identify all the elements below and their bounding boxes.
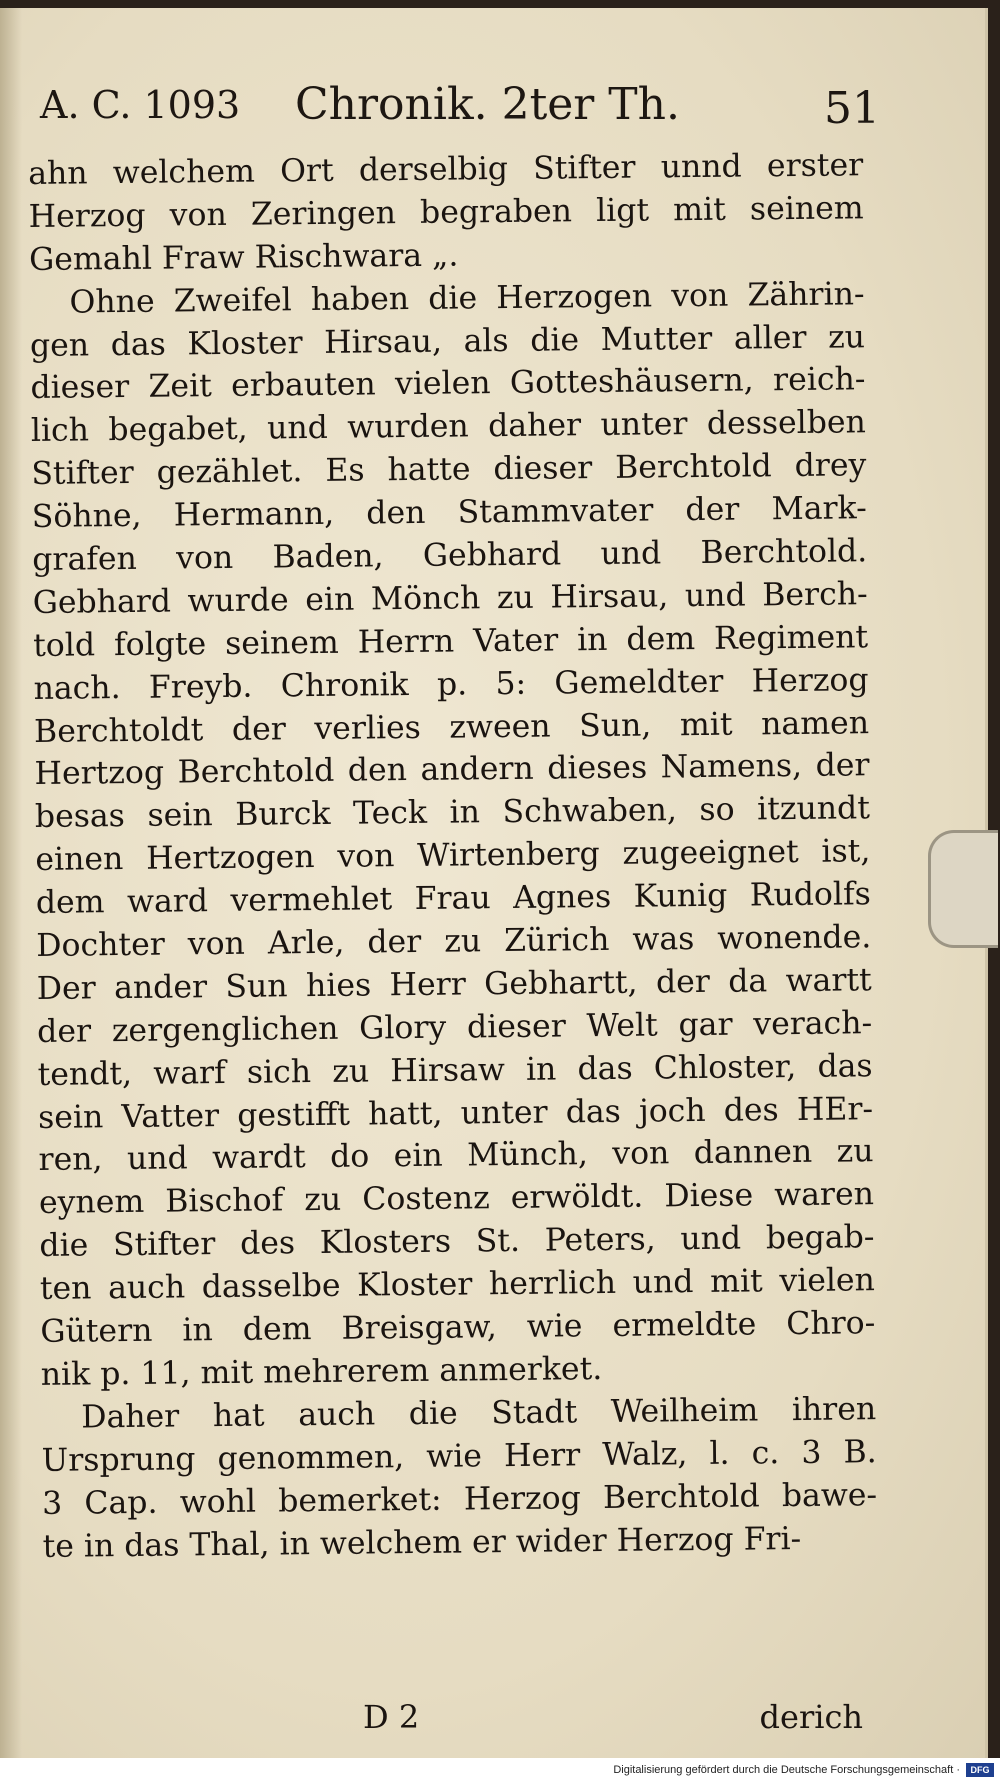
text-line: besas sein Burck Teck in Schwaben, so itzundt <box>34 790 871 836</box>
text-line: ren, und wardt do ein Münch, von dannen zu <box>38 1133 874 1179</box>
text-line: Stifter gezählet. Es hatte dieser Berchtold drey <box>31 447 867 493</box>
book-page <box>0 8 988 1758</box>
text-line: der zergenglichen Glory dieser Welt gar verach- <box>37 1005 873 1050</box>
text-line: eynem Bischof zu Costenz erwöldt. Diese waren <box>38 1176 875 1222</box>
text-line: Hertzog Berchtold den andern dieses Namens, der <box>34 747 870 793</box>
text-line: Berchtoldt der verlies zween Sun, mit namen <box>33 704 870 750</box>
text-line: nach. Freyb. Chronik p. 5: Gemeldter Herzog <box>33 661 869 707</box>
text-line: einen Hertzogen von Wirtenberg zugeeignet ist, <box>35 833 871 879</box>
body-text <box>28 144 878 1568</box>
text-line: Gemahl Fraw Rischwara „. <box>28 237 459 278</box>
text-line: Gütern in dem Breisgaw, wie ermeldte Chro- <box>40 1305 876 1350</box>
text-line: Ohne Zweifel haben die Herzogen von Zährin- <box>69 275 865 321</box>
text-line: dem ward vermehlet Frau Agnes Kunig Rudolfs <box>35 876 871 922</box>
page-gutter-shadow <box>0 8 22 1758</box>
text-line: lich begabet, und wurden daher unter desselben <box>30 404 867 450</box>
credit-bar <box>0 1758 1000 1784</box>
header-title: Chronik. 2ter Th. <box>295 79 680 130</box>
text-line: tendt, warf sich zu Hirsaw in das Chloster, das <box>37 1047 873 1093</box>
text-line: die Stifter des Klosters St. Peters, und begab- <box>39 1219 875 1265</box>
text-line: dieser Zeit erbauten vielen Gotteshäusern, reich- <box>30 361 866 407</box>
page-tab-marker <box>928 830 998 948</box>
text-line: Herzog von Zeringen begraben ligt mit seinem <box>28 190 864 235</box>
text-line: Der ander Sun hies Herr Gebhartt, der da wartt <box>36 962 872 1007</box>
dfg-logo-icon: DFG <box>966 1763 994 1777</box>
text-line: Ursprung genommen, wie Herr Walz, l. c. 3 B. <box>41 1433 877 1479</box>
text-line: Söhne, Hermann, den Stammvater der Mark- <box>31 490 867 536</box>
text-line: told folgte seinem Herrn Vater in dem Regiment <box>32 619 869 664</box>
credit-text: Digitalisierung gefördert durch die Deutsche Forschungsgemeinschaft · <box>613 1764 960 1776</box>
text-line: grafen von Baden, Gebhard und Berchtold. <box>32 533 868 578</box>
text-line: Dochter von Arle, der zu Zürich was wonende. <box>36 919 872 964</box>
text-line: te in das Thal, in welchem er wider Herzog Fri- <box>42 1520 802 1565</box>
text-line: sein Vatter gestifft hatt, unter das joch des HEr- <box>37 1090 874 1136</box>
signature-mark: D 2 <box>363 1698 420 1736</box>
text-line: gen das Kloster Hirsau, als die Mutter aller zu <box>29 318 866 364</box>
page-footer <box>28 1698 863 1746</box>
text-line: Daher hat auch die Stadt Weilheim ihren <box>81 1391 877 1436</box>
catchword: derich <box>759 1698 863 1736</box>
header-year: A. C. 1093 <box>40 83 241 127</box>
text-line: nik p. 11, mit mehrerem anmerket. <box>40 1350 603 1393</box>
text-line: ahn welchem Ort derselbig Stifter unnd erster <box>28 147 864 192</box>
text-line: 3 Cap. wohl bemerket: Herzog Berchtold bawe- <box>41 1476 878 1522</box>
text-line: Gebhard wurde ein Mönch zu Hirsau, und Berch- <box>32 576 868 621</box>
page-number: 51 <box>824 83 880 134</box>
running-header <box>40 79 880 143</box>
text-line: ten auch dasselbe Kloster herrlich und mit vielen <box>39 1262 876 1308</box>
